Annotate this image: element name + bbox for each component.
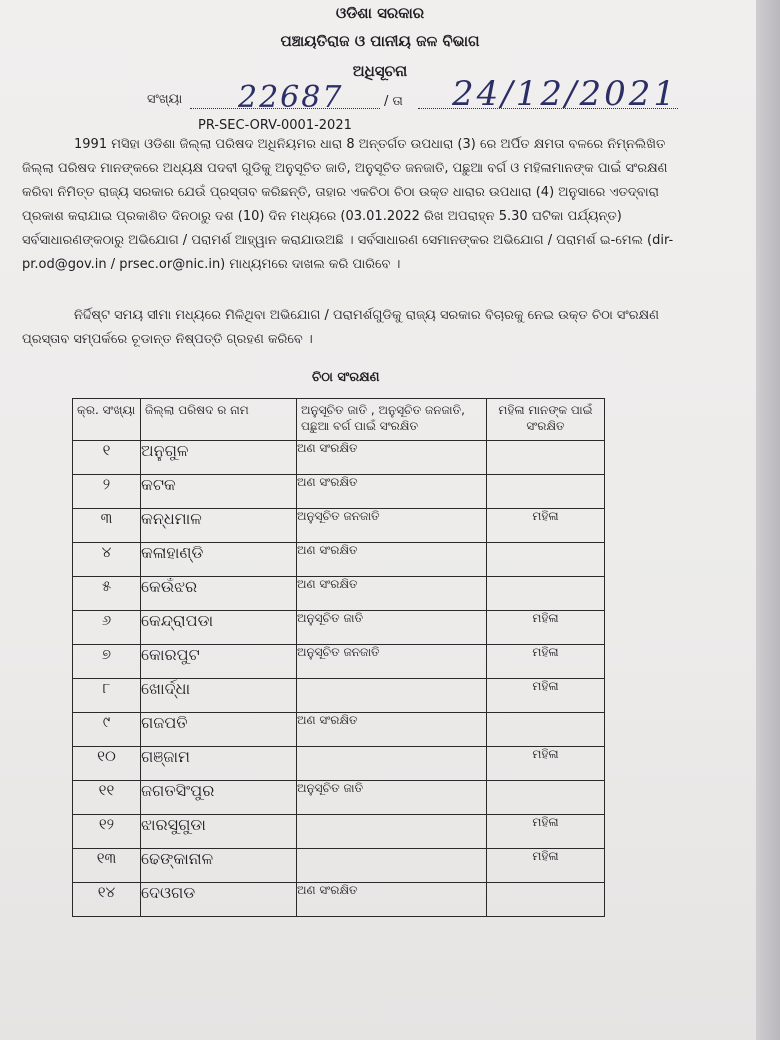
table-row [73,815,605,849]
table-row [73,611,605,645]
table-row [73,849,605,883]
district-cell: ଗଜପତି [141,713,297,747]
serial-cell: ୬ [73,611,141,645]
number-value: 22687 [238,80,344,115]
reservation-cell: ଅଣ ସଂରକ୍ଷିତ [297,543,487,577]
table-row [73,747,605,781]
serial-cell: ୨ [73,475,141,509]
table-row [73,475,605,509]
women-cell [487,475,605,509]
table-caption: ଚିଠା ସଂରକ୍ଷଣ [312,370,380,385]
number-label: ସଂଖ୍ୟା [147,92,183,107]
table-row [73,883,605,917]
reservation-cell: ଅନୁସୂଚିତ ଜାତି [297,781,487,815]
reservation-cell: ଅନୁସୂଚିତ ଜାତି [297,611,487,645]
serial-cell: ୧ [73,441,141,475]
women-cell: ମହିଳା [487,849,605,883]
department-heading: ପଞ୍ଚାୟତିରାଜ ଓ ପାନୀୟ ଜଳ ବିଭାଗ [280,32,480,50]
table-row [73,543,605,577]
women-cell [487,713,605,747]
women-cell [487,781,605,815]
serial-cell: ୧୨ [73,815,141,849]
district-cell: ଝାରସୁଗୁଡା [141,815,297,849]
reservation-cell: ଅଣ ସଂରକ୍ଷିତ [297,577,487,611]
district-cell: କୋରପୁଟ [141,645,297,679]
serial-cell: ୮ [73,679,141,713]
serial-cell: ୫ [73,577,141,611]
women-cell [487,883,605,917]
district-cell: ଗଞ୍ଜାମ [141,747,297,781]
table-row [73,441,605,475]
notice-paragraph-2: ନିର୍ଦ୍ଦିଷ୍ଟ ସମୟ ସୀମା ମଧ୍ୟରେ ମିଳିଥିବା ଅଭିଯୋଗ / ପରାମର୍ଶଗୁଡିକୁ ରାଜ୍ୟ ସରକାର ବିଚାରକୁ ନେଇ ଉକ୍ତ ଚିଠା ସଂରକ୍ଷଣ ପ୍ରସ୍ତାବ ସମ୍ପର୍କରେ ଚୂଡାନ୍ତ ନିଷ୍ପତ୍ତି ଗ୍ରହଣ କରିବେ । [22,308,659,347]
reservation-cell [297,849,487,883]
reference-number: PR-SEC-ORV-0001-2021 [198,118,352,133]
district-cell: କେନ୍ଦ୍ରାପଡା [141,611,297,645]
header-women-reservation: ମହିଳା ମାନଙ୍କ ପାଇଁ ସଂରକ୍ଷିତ [487,399,605,441]
table-row [73,509,605,543]
reservation-cell: ଅଣ ସଂରକ୍ଷିତ [297,883,487,917]
serial-cell: ୧୦ [73,747,141,781]
district-cell: ଢେଙ୍କାନାଳ [141,849,297,883]
table-row [73,781,605,815]
reservation-cell [297,747,487,781]
district-cell: ଅନୁଗୁଳ [141,441,297,475]
date-value: 24/12/2021 [452,74,678,114]
district-cell: ଜଗତସିଂପୁର [141,781,297,815]
reservation-table [72,398,605,917]
table-row [73,679,605,713]
table-header-row [73,399,605,441]
date-label: / ତା [384,94,403,109]
page-edge [756,0,780,1040]
women-cell: ମହିଳା [487,611,605,645]
reservation-cell: ଅନୁସୂଚିତ ଜନଜାତି [297,645,487,679]
district-cell: କଳାହାଣ୍ଡି [141,543,297,577]
serial-cell: ୪ [73,543,141,577]
reservation-cell: ଅଣ ସଂରକ୍ଷିତ [297,713,487,747]
women-cell [487,577,605,611]
district-cell: କନ୍ଧମାଳ [141,509,297,543]
women-cell [487,543,605,577]
table-row [73,577,605,611]
header-category-reservation: ଅନୁସୂଚିତ ଜାତି , ଅନୁସୂଚିତ ଜନଜାତି, ପଛୁଆ ବର୍ଗ ପାଇଁ ସଂରକ୍ଷିତ [297,399,487,441]
serial-cell: ୯ [73,713,141,747]
women-cell: ମହିଳା [487,509,605,543]
notification-title: ଅଧିସୂଚନା [352,62,408,80]
women-cell: ମହିଳା [487,815,605,849]
reservation-cell: ଅନୁସୂଚିତ ଜନଜାତି [297,509,487,543]
women-cell: ମହିଳା [487,679,605,713]
women-cell: ମହିଳା [487,645,605,679]
serial-cell: ୧୩ [73,849,141,883]
reservation-cell [297,679,487,713]
table-row [73,645,605,679]
district-cell: ଖୋର୍ଦ୍ଧା [141,679,297,713]
serial-cell: ୧୪ [73,883,141,917]
district-cell: କେଉଁଝର [141,577,297,611]
government-heading: ଓଡିଶା ସରକାର [335,4,425,22]
district-cell: କଟକ [141,475,297,509]
reservation-cell: ଅଣ ସଂରକ୍ଷିତ [297,475,487,509]
notice-paragraph-1: 1991 ମସିହା ଓଡିଶା ଜିଲ୍ଲା ପରିଷଦ ଅଧିନିୟମର ଧାରା 8 ଅନ୍ତର୍ଗତ ଉପଧାରା (3) ରେ ଅର୍ପିତ କ୍ଷମତା ବଳରେ ନିମ୍ନଲିଖିତ ଜିଲ୍ଲା ପରିଷଦ ମାନଙ୍କରେ ଅଧ୍ୟକ୍ଷ ପଦବୀ ଗୁଡିକୁ ଅନୁସୂଚିତ ଜାତି, ଅନୁସୂଚିତ ଜନଜାତି, ପଛୁଆ ବର୍ଗ ଓ ମହିଳାମାନଙ୍କ ପାଇଁ ସଂରକ୍ଷଣ କରିବା ନିମିତ୍ତ ରାଜ୍ୟ ସରକାର ଯେଉଁ ପ୍ରସ୍ତାବ କରିଛନ୍ତି, ତାହାର ଏକଚିଠା ଚିଠା ଉକ୍ତ ଧାରାର ଉପଧାରା (4) ଅନୁସାରେ ଏତଦ୍ବାରା ପ୍ରକାଶ କରାଯାଇ ପ୍ରକାଶିତ ଦିନଠାରୁ ଦଶ (10) ଦିନ ମଧ୍ୟରେ (03.01.2022 ରିଖ ଅପରାହ୍ନ 5.30 ଘଟିକା ପର୍ଯ୍ୟନ୍ତ) ସର୍ବସାଧାରଣଙ୍କଠାରୁ ଅଭିଯୋଗ / ପରାମର୍ଶ ଆହ୍ୱାନ କରାଯାଉଅଛି । ସର୍ବସାଧାରଣ ସେମାନଙ୍କର ଅଭିଯୋଗ / ପରାମର୍ଶ ଇ-ମେଲ (dir-pr.od@gov.in / prsec.or@nic.in) ମାଧ୍ୟମରେ ଦାଖଲ କରି ପାରିବେ । [22,137,674,272]
serial-cell: ୧୧ [73,781,141,815]
women-cell [487,441,605,475]
header-serial: କ୍ର. ସଂଖ୍ୟା [73,399,141,441]
district-cell: ଦେଓଗଡ [141,883,297,917]
reservation-cell [297,815,487,849]
header-district: ଜିଲ୍ଲା ପରିଷଦ ର ନାମ [141,399,297,441]
reservation-cell: ଅଣ ସଂରକ୍ଷିତ [297,441,487,475]
serial-cell: ୭ [73,645,141,679]
serial-cell: ୩ [73,509,141,543]
women-cell: ମହିଳା [487,747,605,781]
table-row [73,713,605,747]
